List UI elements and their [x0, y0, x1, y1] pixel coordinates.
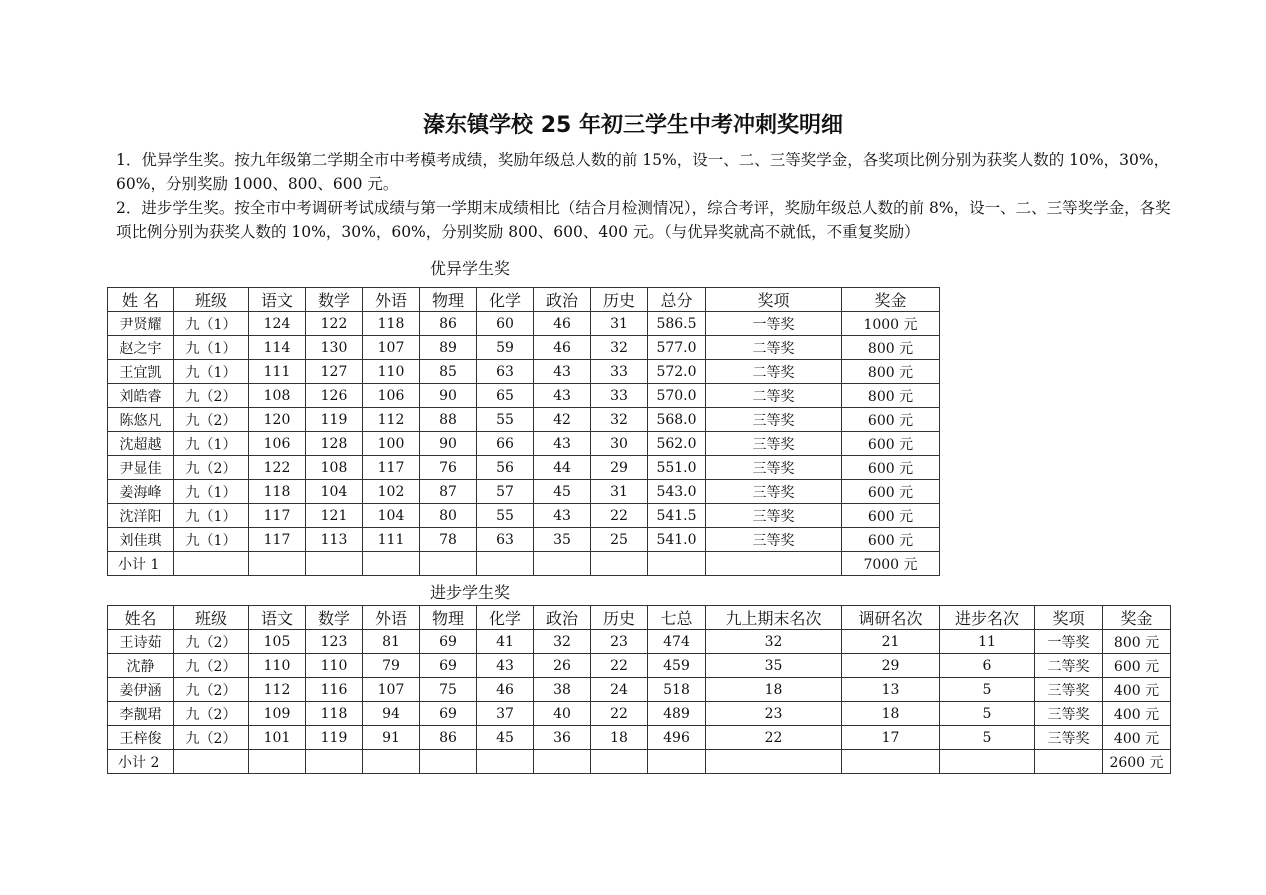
table-cell: 562.0 [648, 432, 706, 456]
empty-cell [591, 750, 648, 774]
empty-cell [249, 552, 306, 576]
table-cell: 38 [534, 678, 591, 702]
table-cell: 57 [477, 480, 534, 504]
table2-caption: 进步学生奖 [430, 583, 511, 602]
table-cell: 119 [306, 726, 363, 750]
table-cell: 78 [420, 528, 477, 552]
table-cell: 九（1） [174, 504, 249, 528]
column-header: 历史 [591, 606, 648, 630]
table-cell: 46 [477, 678, 534, 702]
column-header: 姓名 [108, 606, 174, 630]
table-row [108, 384, 940, 408]
table-cell: 九（2） [174, 408, 249, 432]
table-cell: 5 [940, 678, 1035, 702]
table-cell: 80 [420, 504, 477, 528]
empty-cell [420, 552, 477, 576]
table-row [108, 630, 1171, 654]
empty-cell [706, 552, 842, 576]
table-cell: 90 [420, 384, 477, 408]
column-header: 班级 [174, 288, 249, 312]
table-cell: 45 [534, 480, 591, 504]
table-cell: 二等奖 [706, 384, 842, 408]
column-header: 奖项 [1035, 606, 1103, 630]
table-cell: 127 [306, 360, 363, 384]
table-cell: 沈洋阳 [108, 504, 174, 528]
table-cell: 800 元 [842, 336, 940, 360]
table-cell: 108 [306, 456, 363, 480]
table-cell: 43 [534, 504, 591, 528]
table-cell: 600 元 [842, 408, 940, 432]
table-cell: 九（1） [174, 480, 249, 504]
table-cell: 九（1） [174, 432, 249, 456]
table-cell: 577.0 [648, 336, 706, 360]
table-cell: 117 [363, 456, 420, 480]
empty-cell [363, 750, 420, 774]
rule-excellent-award: 1．优异学生奖。按九年级第二学期全市中考模考成绩，奖励年级总人数的前 15%，设一、二、三等奖学金，各奖项比例分别为获奖人数的 10%，30%，60%，分别奖励 1000、800、600 元。 [116, 151, 1170, 193]
column-header: 调研名次 [842, 606, 940, 630]
table-cell: 九（1） [174, 336, 249, 360]
table-row [108, 726, 1171, 750]
empty-cell [648, 750, 706, 774]
table-cell: 117 [249, 528, 306, 552]
table-cell: 33 [591, 384, 648, 408]
table-cell: 122 [249, 456, 306, 480]
empty-cell [477, 750, 534, 774]
empty-cell [534, 750, 591, 774]
table-cell: 王诗茹 [108, 630, 174, 654]
table-cell: 94 [363, 702, 420, 726]
table-cell: 13 [842, 678, 940, 702]
table-cell: 22 [591, 504, 648, 528]
table-row [108, 702, 1171, 726]
table-cell: 5 [940, 726, 1035, 750]
column-header: 七总 [648, 606, 706, 630]
table-cell: 22 [591, 654, 648, 678]
subtotal-label: 小计 1 [108, 552, 174, 576]
table-cell: 30 [591, 432, 648, 456]
table-cell: 二等奖 [706, 360, 842, 384]
table-cell: 105 [249, 630, 306, 654]
column-header: 政治 [534, 606, 591, 630]
table-cell: 11 [940, 630, 1035, 654]
column-header: 语文 [249, 606, 306, 630]
table-cell: 55 [477, 504, 534, 528]
table-cell: 姜海峰 [108, 480, 174, 504]
table-cell: 二等奖 [1035, 654, 1103, 678]
table-cell: 600 元 [842, 504, 940, 528]
table-cell: 88 [420, 408, 477, 432]
table-cell: 45 [477, 726, 534, 750]
empty-cell [420, 750, 477, 774]
table-cell: 118 [363, 312, 420, 336]
table-cell: 59 [477, 336, 534, 360]
empty-cell [591, 552, 648, 576]
column-header: 外语 [363, 288, 420, 312]
table-cell: 姜伊涵 [108, 678, 174, 702]
table-cell: 56 [477, 456, 534, 480]
table-cell: 123 [306, 630, 363, 654]
table-cell: 刘皓睿 [108, 384, 174, 408]
table-cell: 79 [363, 654, 420, 678]
table-cell: 107 [363, 678, 420, 702]
table-cell: 25 [591, 528, 648, 552]
table-cell: 三等奖 [706, 504, 842, 528]
table-cell: 474 [648, 630, 706, 654]
table-cell: 尹显佳 [108, 456, 174, 480]
column-header: 化学 [477, 288, 534, 312]
column-header: 外语 [363, 606, 420, 630]
table-cell: 66 [477, 432, 534, 456]
table-cell: 60 [477, 312, 534, 336]
table-row [108, 456, 940, 480]
table-cell: 106 [249, 432, 306, 456]
column-header: 奖金 [842, 288, 940, 312]
column-header: 历史 [591, 288, 648, 312]
table-cell: 102 [363, 480, 420, 504]
table-cell: 一等奖 [706, 312, 842, 336]
table-cell: 32 [591, 408, 648, 432]
table-cell: 三等奖 [706, 480, 842, 504]
table-cell: 586.5 [648, 312, 706, 336]
empty-cell [249, 750, 306, 774]
table-cell: 九（2） [174, 456, 249, 480]
table-cell: 91 [363, 726, 420, 750]
table-cell: 23 [706, 702, 842, 726]
table-cell: 44 [534, 456, 591, 480]
table-cell: 九（2） [174, 702, 249, 726]
table-cell: 551.0 [648, 456, 706, 480]
table-cell: 570.0 [648, 384, 706, 408]
table-cell: 109 [249, 702, 306, 726]
table-cell: 九（2） [174, 726, 249, 750]
table-row [108, 336, 940, 360]
table-cell: 100 [363, 432, 420, 456]
column-header: 奖金 [1103, 606, 1171, 630]
table-cell: 130 [306, 336, 363, 360]
table-cell: 九（2） [174, 678, 249, 702]
table-cell: 九（1） [174, 360, 249, 384]
table-cell: 43 [534, 360, 591, 384]
table-cell: 陈悠凡 [108, 408, 174, 432]
table-cell: 101 [249, 726, 306, 750]
empty-cell [842, 750, 940, 774]
column-header: 语文 [249, 288, 306, 312]
empty-cell [1035, 750, 1103, 774]
column-header: 总分 [648, 288, 706, 312]
table-cell: 75 [420, 678, 477, 702]
table-header-row [108, 288, 940, 312]
table-cell: 104 [306, 480, 363, 504]
table-cell: 李靓珺 [108, 702, 174, 726]
table-cell: 九（2） [174, 630, 249, 654]
table-row [108, 528, 940, 552]
table-cell: 600 元 [842, 480, 940, 504]
table-cell: 69 [420, 702, 477, 726]
table-cell: 1000 元 [842, 312, 940, 336]
table-cell: 76 [420, 456, 477, 480]
table-cell: 29 [591, 456, 648, 480]
empty-cell [363, 552, 420, 576]
column-header: 九上期末名次 [706, 606, 842, 630]
table-row [108, 408, 940, 432]
table-cell: 43 [534, 384, 591, 408]
column-header: 物理 [420, 288, 477, 312]
table-cell: 40 [534, 702, 591, 726]
table-cell: 489 [648, 702, 706, 726]
table-cell: 106 [363, 384, 420, 408]
empty-cell [706, 750, 842, 774]
table-cell: 118 [249, 480, 306, 504]
table-cell: 112 [249, 678, 306, 702]
table-cell: 6 [940, 654, 1035, 678]
table-cell: 128 [306, 432, 363, 456]
table-cell: 43 [477, 654, 534, 678]
column-header: 进步名次 [940, 606, 1035, 630]
table-cell: 九（1） [174, 528, 249, 552]
table-cell: 刘佳琪 [108, 528, 174, 552]
column-header: 化学 [477, 606, 534, 630]
table-cell: 王梓俊 [108, 726, 174, 750]
empty-cell [477, 552, 534, 576]
table-cell: 400 元 [1103, 702, 1171, 726]
table-cell: 119 [306, 408, 363, 432]
table-cell: 22 [591, 702, 648, 726]
column-header: 数学 [306, 606, 363, 630]
subtotal-value: 7000 元 [842, 552, 940, 576]
table-cell: 三等奖 [1035, 726, 1103, 750]
table-cell: 三等奖 [706, 432, 842, 456]
table-cell: 112 [363, 408, 420, 432]
table-cell: 81 [363, 630, 420, 654]
table-cell: 108 [249, 384, 306, 408]
table-cell: 43 [534, 432, 591, 456]
table-cell: 518 [648, 678, 706, 702]
table-cell: 三等奖 [1035, 678, 1103, 702]
table-cell: 114 [249, 336, 306, 360]
table-cell: 572.0 [648, 360, 706, 384]
table-cell: 87 [420, 480, 477, 504]
table-cell: 85 [420, 360, 477, 384]
table-cell: 86 [420, 312, 477, 336]
subtotal-label: 小计 2 [108, 750, 174, 774]
table-cell: 69 [420, 654, 477, 678]
table-cell: 543.0 [648, 480, 706, 504]
table-cell: 800 元 [842, 384, 940, 408]
table-cell: 90 [420, 432, 477, 456]
column-header: 班级 [174, 606, 249, 630]
table-cell: 400 元 [1103, 726, 1171, 750]
table-cell: 18 [706, 678, 842, 702]
table-cell: 5 [940, 702, 1035, 726]
table-cell: 沈静 [108, 654, 174, 678]
table-cell: 46 [534, 312, 591, 336]
table-cell: 21 [842, 630, 940, 654]
table-cell: 46 [534, 336, 591, 360]
table-cell: 122 [306, 312, 363, 336]
table-cell: 118 [306, 702, 363, 726]
column-header: 数学 [306, 288, 363, 312]
table-cell: 111 [249, 360, 306, 384]
table-cell: 600 元 [842, 432, 940, 456]
table-cell: 600 元 [842, 456, 940, 480]
empty-cell [306, 750, 363, 774]
table-cell: 32 [534, 630, 591, 654]
table-cell: 124 [249, 312, 306, 336]
subtotal-row [108, 552, 940, 576]
table-cell: 69 [420, 630, 477, 654]
table-row [108, 678, 1171, 702]
table-cell: 568.0 [648, 408, 706, 432]
column-header: 姓 名 [108, 288, 174, 312]
table-cell: 17 [842, 726, 940, 750]
table-cell: 沈超越 [108, 432, 174, 456]
table-cell: 九（2） [174, 654, 249, 678]
table-row [108, 480, 940, 504]
table-header-row [108, 606, 1171, 630]
column-header: 物理 [420, 606, 477, 630]
table-cell: 23 [591, 630, 648, 654]
table1-caption: 优异学生奖 [430, 259, 511, 278]
table-cell: 一等奖 [1035, 630, 1103, 654]
table-cell: 22 [706, 726, 842, 750]
table-cell: 三等奖 [1035, 702, 1103, 726]
column-header: 政治 [534, 288, 591, 312]
table-row [108, 432, 940, 456]
table-cell: 89 [420, 336, 477, 360]
table-cell: 31 [591, 480, 648, 504]
empty-cell [306, 552, 363, 576]
table-cell: 121 [306, 504, 363, 528]
table-row [108, 654, 1171, 678]
table-cell: 37 [477, 702, 534, 726]
table-row [108, 360, 940, 384]
table-cell: 110 [306, 654, 363, 678]
table-cell: 九（2） [174, 384, 249, 408]
table-cell: 26 [534, 654, 591, 678]
subtotal-value: 2600 元 [1103, 750, 1171, 774]
table-cell: 86 [420, 726, 477, 750]
table-cell: 33 [591, 360, 648, 384]
table-cell: 120 [249, 408, 306, 432]
rule-progress-award: 2．进步学生奖。按全市中考调研考试成绩与第一学期末成绩相比（结合月检测情况），综合考评，奖励年级总人数的前 8%，设一、二、三等奖学金，各奖项比例分别为获奖人数的 10%，30%，60%，分别奖励 800、600、400 元。（与优异奖就高不就低，不重复奖励） [116, 199, 1171, 241]
table-cell: 赵之宇 [108, 336, 174, 360]
column-header: 奖项 [706, 288, 842, 312]
table-cell: 32 [706, 630, 842, 654]
table-cell: 65 [477, 384, 534, 408]
table-cell: 63 [477, 528, 534, 552]
table-row [108, 312, 940, 336]
table-cell: 110 [363, 360, 420, 384]
table-cell: 55 [477, 408, 534, 432]
table-cell: 600 元 [1103, 654, 1171, 678]
table-cell: 111 [363, 528, 420, 552]
table-cell: 541.0 [648, 528, 706, 552]
table-cell: 三等奖 [706, 528, 842, 552]
table-cell: 42 [534, 408, 591, 432]
table-cell: 110 [249, 654, 306, 678]
table-cell: 18 [591, 726, 648, 750]
table-cell: 36 [534, 726, 591, 750]
subtotal-row [108, 750, 1171, 774]
table-cell: 32 [591, 336, 648, 360]
table-cell: 41 [477, 630, 534, 654]
table-cell: 104 [363, 504, 420, 528]
table-cell: 三等奖 [706, 456, 842, 480]
table-row [108, 504, 940, 528]
table-cell: 31 [591, 312, 648, 336]
table-cell: 800 元 [842, 360, 940, 384]
empty-cell [940, 750, 1035, 774]
excellent-award-table [107, 287, 940, 576]
table-cell: 459 [648, 654, 706, 678]
table-cell: 九（1） [174, 312, 249, 336]
table-cell: 126 [306, 384, 363, 408]
table-cell: 113 [306, 528, 363, 552]
table-cell: 三等奖 [706, 408, 842, 432]
document-title: 溱东镇学校 25 年初三学生中考冲刺奖明细 [423, 113, 843, 138]
table-cell: 800 元 [1103, 630, 1171, 654]
table-cell: 541.5 [648, 504, 706, 528]
table-cell: 35 [706, 654, 842, 678]
table-cell: 29 [842, 654, 940, 678]
progress-award-table [107, 605, 1171, 774]
table-cell: 400 元 [1103, 678, 1171, 702]
table-cell: 496 [648, 726, 706, 750]
table-cell: 116 [306, 678, 363, 702]
table-cell: 王宜凯 [108, 360, 174, 384]
table-cell: 二等奖 [706, 336, 842, 360]
empty-cell [174, 552, 249, 576]
empty-cell [174, 750, 249, 774]
table-cell: 107 [363, 336, 420, 360]
table-cell: 63 [477, 360, 534, 384]
table-cell: 600 元 [842, 528, 940, 552]
empty-cell [534, 552, 591, 576]
table-cell: 24 [591, 678, 648, 702]
table-cell: 尹贤耀 [108, 312, 174, 336]
table-cell: 18 [842, 702, 940, 726]
table-cell: 117 [249, 504, 306, 528]
empty-cell [648, 552, 706, 576]
table-cell: 35 [534, 528, 591, 552]
